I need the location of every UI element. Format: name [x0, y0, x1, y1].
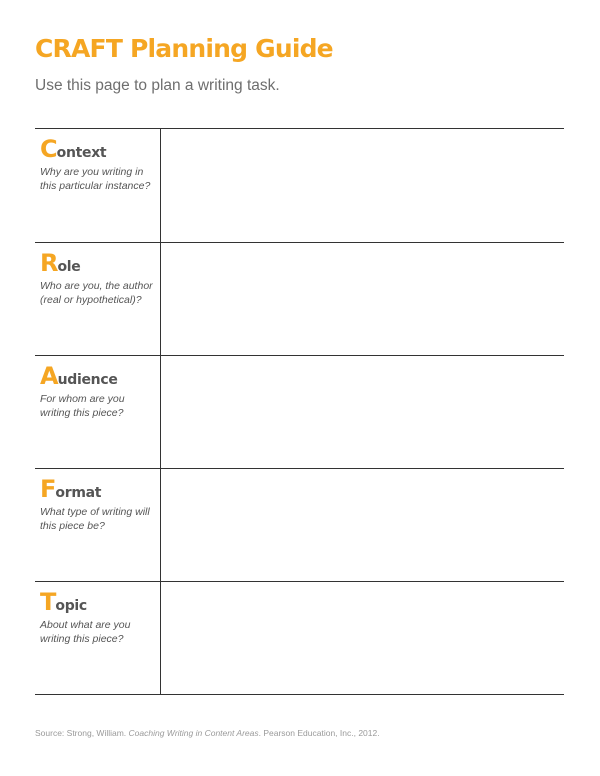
source-prefix: Source: Strong, William. — [35, 728, 129, 738]
row-prompt-topic: About what are you writing this piece? — [40, 619, 131, 645]
row-initial-context: C — [40, 135, 57, 163]
row-heading-topic — [40, 590, 156, 618]
row-audience — [35, 356, 564, 469]
row-label-role — [35, 243, 161, 355]
row-topic — [35, 582, 564, 695]
source-citation — [35, 728, 380, 738]
answer-area-context[interactable] — [161, 129, 564, 242]
row-initial-audience: A — [40, 362, 58, 390]
answer-area-topic[interactable] — [161, 582, 564, 694]
row-label-format — [35, 469, 161, 581]
row-format — [35, 469, 564, 582]
row-initial-topic: T — [40, 588, 56, 616]
row-prompt-role: Who are you, the author (real or hypothetical)? — [40, 280, 153, 306]
answer-area-audience[interactable] — [161, 356, 564, 468]
row-role — [35, 243, 564, 356]
row-prompt-context: Why are you writing in this particular instance? — [40, 166, 151, 192]
page-subtitle: Use this page to plan a writing task. — [35, 77, 280, 94]
row-heading-rest-format: ormat — [55, 485, 102, 501]
row-prompt-format: What type of writing will this piece be? — [40, 506, 150, 532]
row-heading-rest-audience: udience — [57, 372, 118, 388]
row-label-context — [35, 129, 161, 242]
row-label-topic — [35, 582, 161, 694]
source-book-title: Coaching Writing in Content Areas — [128, 728, 259, 738]
row-heading-format — [40, 477, 156, 505]
row-initial-format: F — [40, 475, 56, 503]
row-heading-rest-role: ole — [57, 259, 81, 275]
row-prompt-audience: For whom are you writing this piece? — [40, 393, 125, 419]
row-initial-role: R — [40, 249, 58, 277]
row-label-audience — [35, 356, 161, 468]
row-heading-context — [40, 137, 156, 165]
answer-area-format[interactable] — [161, 469, 564, 581]
row-heading-rest-topic: opic — [55, 598, 87, 614]
row-heading-rest-context: ontext — [56, 145, 107, 161]
answer-area-role[interactable] — [161, 243, 564, 355]
page-title: CRAFT Planning Guide — [35, 34, 333, 63]
row-heading-audience — [40, 364, 156, 392]
row-context — [35, 129, 564, 243]
row-heading-role — [40, 251, 156, 279]
source-suffix: . Pearson Education, Inc., 2012. — [258, 728, 380, 738]
craft-table — [35, 128, 564, 695]
